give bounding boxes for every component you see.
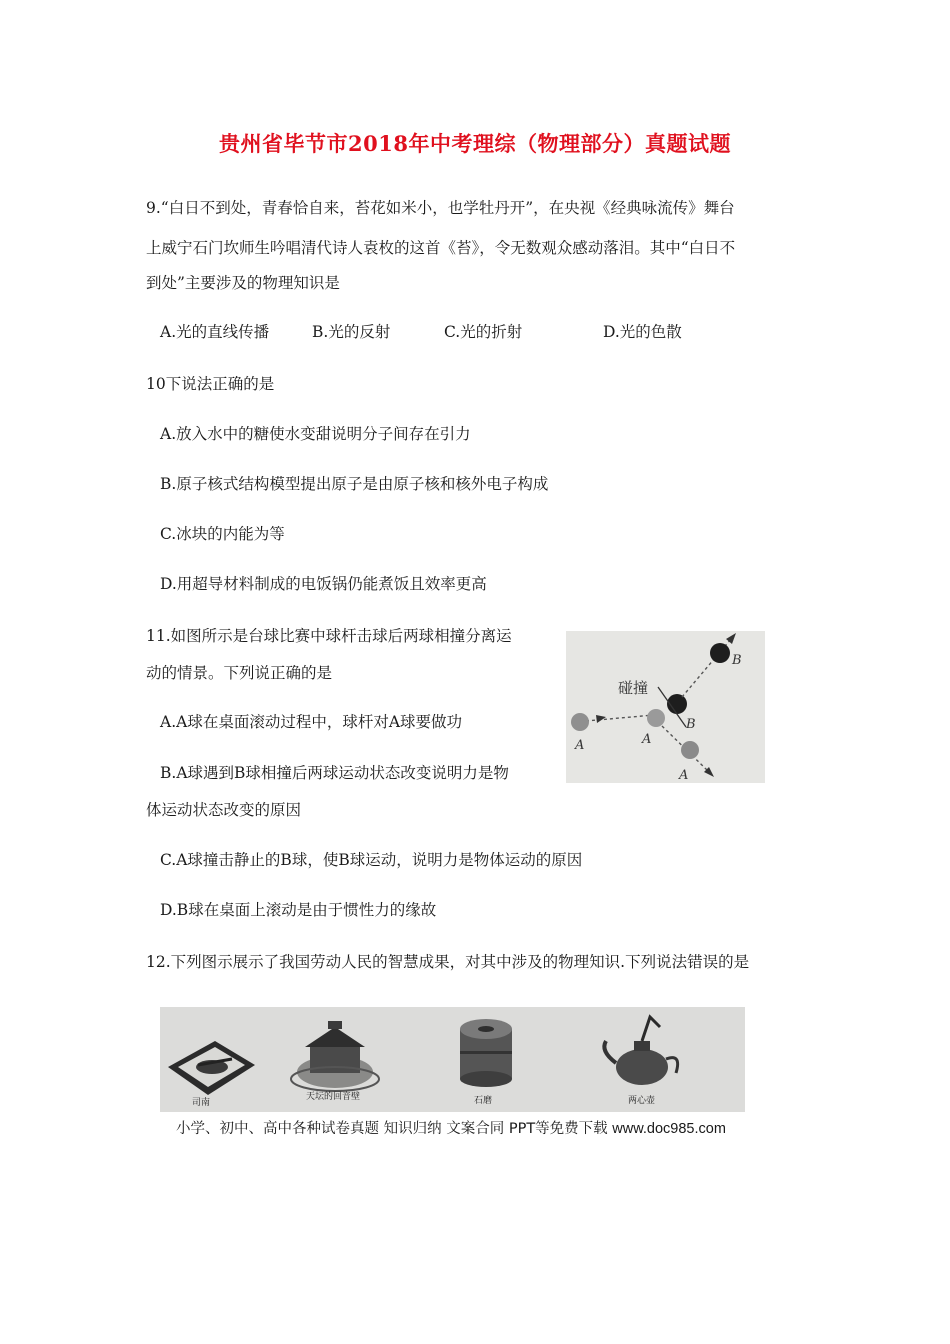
q9-stem-line-3: 到处”主要涉及的物理知识是 <box>146 274 340 292</box>
collision-label: 碰撞 <box>618 679 649 697</box>
q11-option-a: A.A球在桌面滚动过程中，球杆对A球要做功 <box>160 713 463 731</box>
q9-option-b: B.光的反射 <box>312 323 391 341</box>
footer <box>176 1117 726 1138</box>
document-title: 贵州省毕节市2018年中考理综（物理部分）真题试题 <box>219 131 731 156</box>
ball-b-moving-label: B <box>732 653 742 668</box>
q9-option-d: D.光的色散 <box>603 323 682 341</box>
q10-option-b: B.原子核式结构模型提出原子是由原子核和核外电子构成 <box>160 475 549 493</box>
caption-two-heart-pot: 两心壶 <box>628 1096 656 1106</box>
stone-mill-image <box>460 1019 512 1087</box>
inventions-figure <box>160 1007 745 1112</box>
q9-stem-line-2: 上威宁石门坎师生吟唱清代诗人袁枚的这首《苔》，令无数观众感动落泪。其中“白日不 <box>146 239 736 257</box>
ball-b-moving <box>710 643 730 663</box>
caption-echo-wall: 天坛的回音壁 <box>306 1092 361 1102</box>
q10-option-d: D.用超导材料制成的电饭锅仍能煮饭且效率更高 <box>160 575 487 593</box>
ball-a-collision-label: A <box>642 732 652 747</box>
q10-stem: 10下说法正确的是 <box>146 375 275 393</box>
q11-option-b-line-1: B.A球遇到B球相撞后两球运动状态改变说明力是物 <box>160 764 509 782</box>
ball-b-rest-label: B <box>686 717 696 732</box>
q11-stem-line-2: 动的情景。下列说正确的是 <box>146 664 333 682</box>
q10-option-c: C.冰块的内能为等 <box>160 525 285 543</box>
q11-option-d: D.B球在桌面上滚动是由于惯性力的缘故 <box>160 901 437 919</box>
billiard-collision-diagram <box>566 631 765 783</box>
inventions-illustration <box>160 1007 745 1112</box>
ball-a-start-label: A <box>575 738 585 753</box>
caption-stone-mill: 石磨 <box>474 1096 493 1106</box>
q9-stem-line-1: 9.“白日不到处，青春恰自来，苔花如米小，也学牡丹开”，在央视《经典咏流传》舞台 <box>146 199 735 217</box>
q9-option-c: C.光的折射 <box>444 323 523 341</box>
q11-option-c: C.A球撞击静止的B球，使B球运动，说明力是物体运动的原因 <box>160 851 583 869</box>
q9-option-a: A.光的直线传播 <box>160 323 270 341</box>
footer-url[interactable]: www.doc985.com <box>612 1121 726 1137</box>
q11-option-b-line-2: 体运动状态改变的原因 <box>146 801 302 819</box>
billiard-collision-figure <box>566 631 765 783</box>
ball-a-collision <box>647 709 665 727</box>
ball-a-moving-label: A <box>679 768 689 783</box>
caption-sinan: 司南 <box>192 1098 211 1108</box>
q12-stem: 12.下列图示展示了我国劳动人民的智慧成果，对其中涉及的物理知识.下列说法错误的是 <box>146 953 750 971</box>
q11-stem-line-1: 11.如图所示是台球比赛中球杆击球后两球相撞分离运 <box>146 627 512 645</box>
footer-text: 小学、初中、高中各种试卷真题 知识归纳 文案合同 PPT等免费下载 <box>176 1121 608 1137</box>
ball-a-moving <box>681 741 699 759</box>
ball-a-start <box>571 713 589 731</box>
q10-option-a: A.放入水中的糖使水变甜说明分子间存在引力 <box>160 425 471 443</box>
